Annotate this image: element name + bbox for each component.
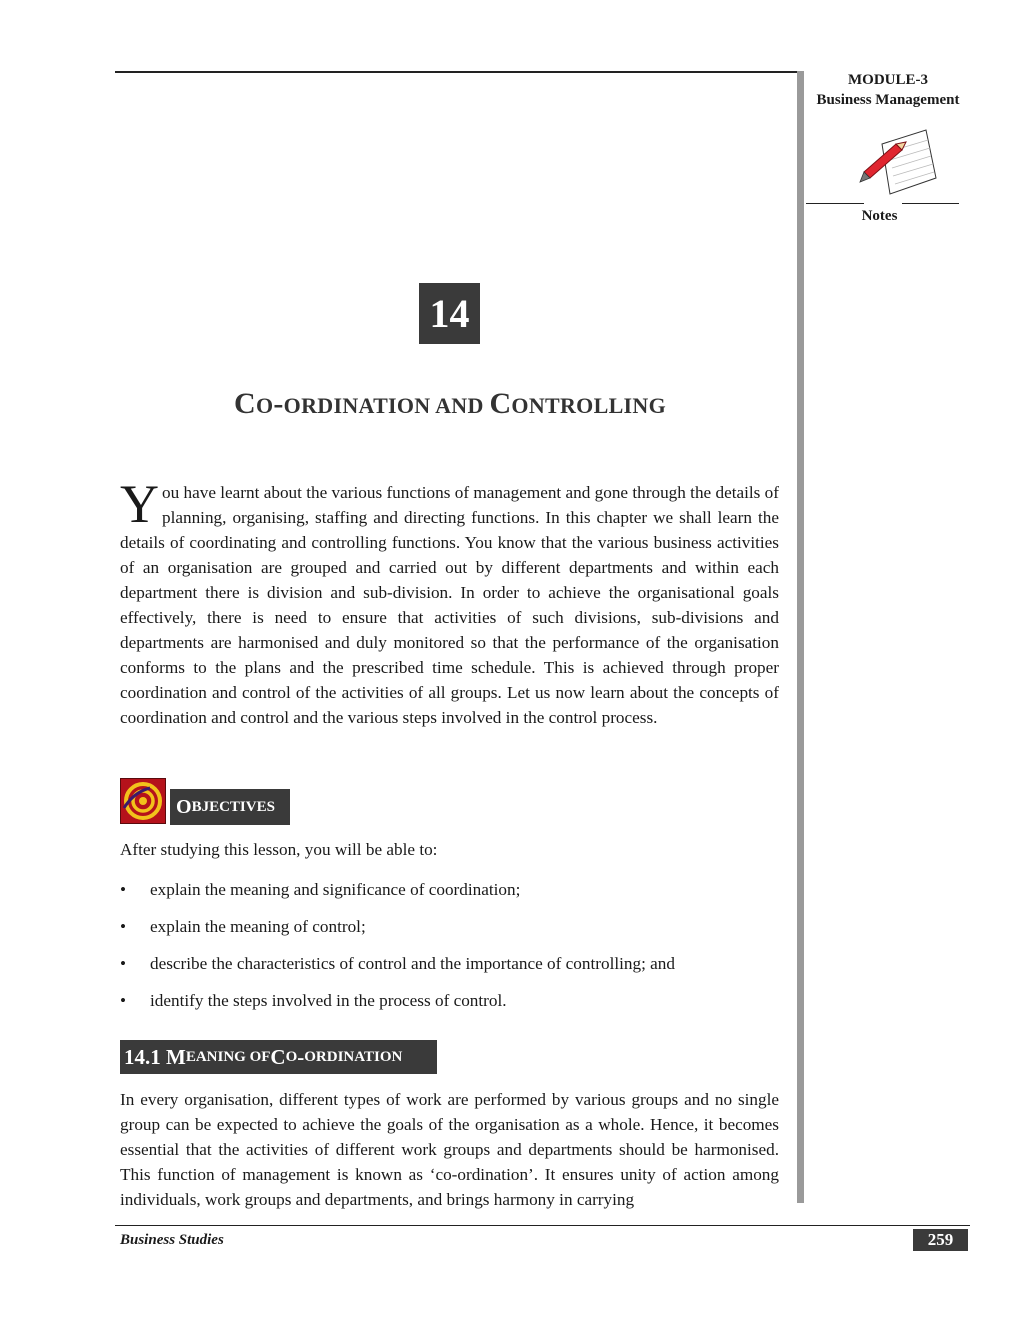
list-item: • identify the steps involved in the process of control.: [120, 991, 507, 1010]
module-subject: Business Management: [816, 92, 960, 108]
notes-rule-right: [902, 203, 959, 204]
intro-paragraph: [120, 474, 779, 730]
margin-divider-bar: [797, 71, 804, 1203]
footer-book-title: Business Studies: [120, 1232, 224, 1248]
objectives-list: [120, 878, 780, 1026]
page-number: 259: [913, 1229, 968, 1251]
pencil-paper-icon: [856, 128, 938, 202]
drop-cap: Y: [120, 474, 159, 534]
list-item: • describe the characteristics of control and the importance of controlling; and: [120, 954, 675, 973]
objectives-heading: O BJECTIVES: [170, 789, 290, 825]
chapter-title: CO-ORDINATION AND CONTROLLING: [233, 387, 667, 420]
top-rule: [115, 71, 802, 73]
objectives-lead: After studying this lesson, you will be able to:: [120, 840, 438, 859]
intro-text: ou have learnt about the various functions of management and gone through the details of planning, organising, staffing and directing functions. In this chapter we shall learn the details of coordinating and controlling functions. You know that the various business activities of an organisation are grouped and carried out by different departments and within each department there is division and sub-division. In order to achieve the organisational goals effectively, there is need to ensure that activities of such divisions, sub-divisions and departments are harmonised and duly monitored so that the performance of the organisation conforms to the plans and the prescribed time schedule. This is achieved through proper coordination and control of the activities of all groups. Let us now learn about the concepts of coordination and control and the various steps involved in the control process.: [120, 483, 779, 727]
section-heading: 14.1 M EANING OF C O - ORDINATION: [120, 1040, 437, 1074]
notes-label: Notes: [861, 208, 898, 224]
list-item: • explain the meaning and significance of coordination;: [120, 880, 521, 899]
section-body: In every organisation, different types of work are performed by various groups and no single group can be expected to achieve the goals of the organisation as a whole. Hence, it becomes essential that the activities of different work groups and departments should be harmonised. This function of management is known as ‘co-ordination’. It ensures unity of action among individuals, work groups and departments, and brings harmony in carrying: [120, 1090, 779, 1209]
chapter-number: 14: [419, 283, 480, 344]
target-icon: [120, 778, 166, 824]
list-item: • explain the meaning of control;: [120, 917, 366, 936]
bottom-rule: [115, 1225, 970, 1226]
module-number: MODULE-3: [848, 72, 928, 88]
module-header: [808, 70, 968, 110]
notes-rule-left: [806, 203, 864, 204]
